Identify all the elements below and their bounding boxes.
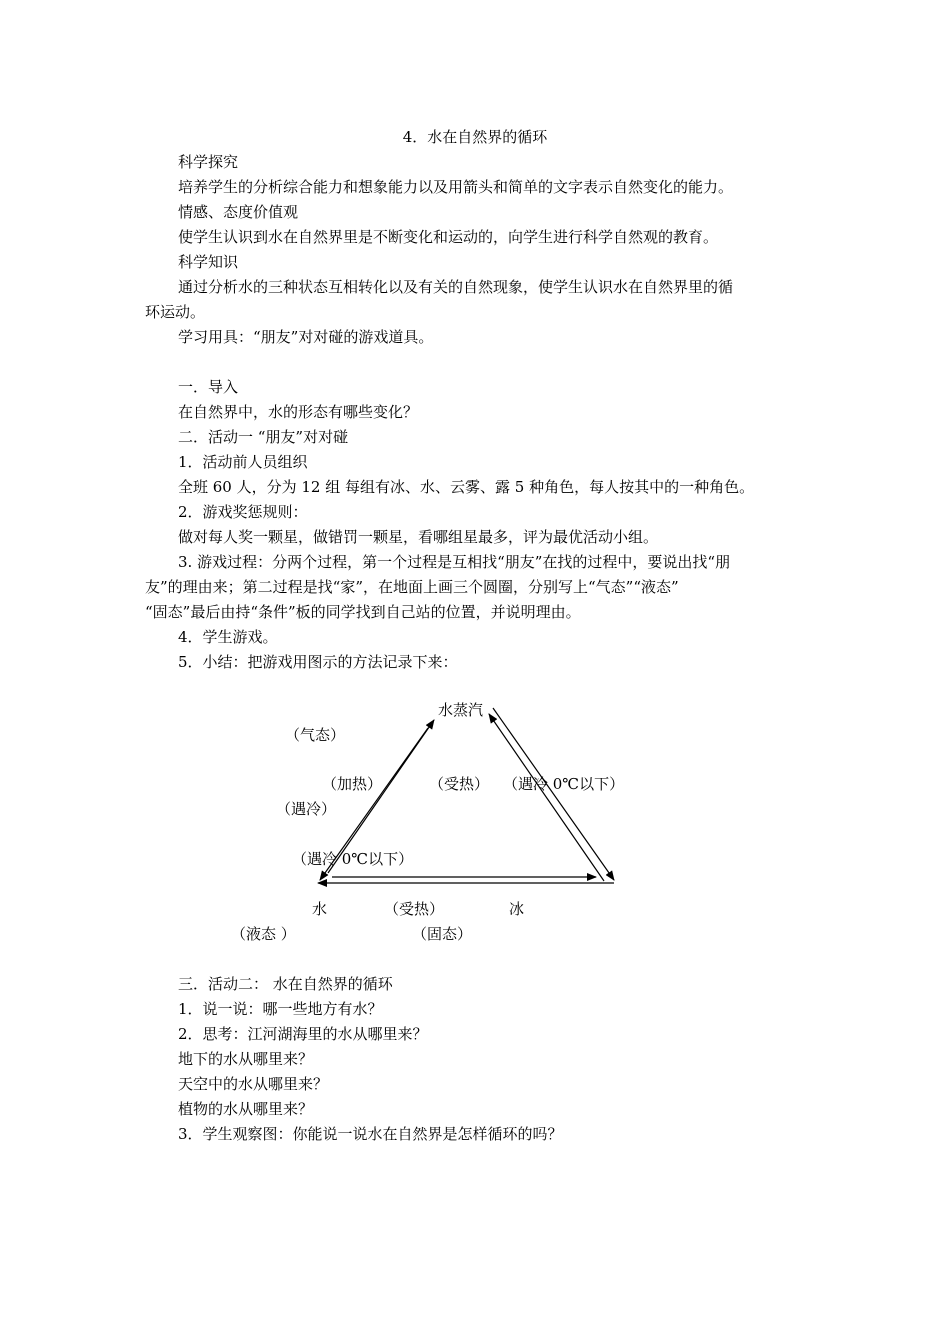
label-cooling: （遇冷） — [276, 800, 337, 818]
label-below-zero-right: （遇冷 0℃以下） — [503, 775, 625, 793]
section2-item3-line2: 友”的理由来；第二过程是找“家”，在地面上画三个圆圈，分别写上“气态”“液态” — [145, 578, 679, 596]
label-water: 水 — [312, 900, 328, 918]
page-title: 4．水在自然界的循环 — [402, 128, 548, 146]
section3-item3: 3．学生观察图：你能说一说水在自然界是怎样循环的吗？ — [178, 1125, 563, 1143]
section2-item4: 4．学生游戏。 — [178, 628, 278, 646]
section1-question: 在自然界中，水的形态有哪些变化？ — [178, 403, 419, 421]
knowledge-heading: 科学知识 — [178, 253, 239, 271]
section3-question-plants: 植物的水从哪里来？ — [178, 1100, 314, 1118]
label-solid-state: （固态） — [412, 925, 473, 943]
section2-item1-text: 全班 60 人，分为 12 组 每组有冰、水、云雾、露 5 种角色，每人按其中的一种角色。 — [178, 478, 755, 496]
label-below-zero-left: （遇冷 0℃以下） — [292, 850, 414, 868]
section2-item1: 1．活动前人员组织 — [178, 453, 308, 471]
section1-heading: 一．导入 — [178, 378, 239, 396]
section2-item3-line3: “固态”最后由持“条件”板的同学找到自己站的位置，并说明理由。 — [145, 603, 581, 621]
learning-tools: 学习用具：“朋友”对对碰的游戏道具。 — [178, 328, 434, 346]
section3-item2: 2．思考：江河湖海里的水从哪里来？ — [178, 1025, 428, 1043]
section2-item2: 2．游戏奖惩规则： — [178, 503, 308, 521]
section3-question-sky: 天空中的水从哪里来？ — [178, 1075, 329, 1093]
section2-heading: 二．活动一 “朋友”对对碰 — [178, 428, 349, 446]
label-ice: 冰 — [509, 900, 525, 918]
section3-item1: 1．说一说：哪一些地方有水？ — [178, 1000, 383, 1018]
label-water-vapor: 水蒸汽 — [438, 701, 484, 719]
label-gas-state: （气态） — [285, 726, 346, 744]
science-inquiry-text: 培养学生的分析综合能力和想象能力以及用箭头和简单的文字表示自然变化的能力。 — [178, 178, 734, 196]
arrow-vapor-to-ice — [493, 708, 614, 880]
section2-item3-line1: 3. 游戏过程：分两个过程，第一个过程是互相找“朋友”在找的过程中，要说出找“朋 — [178, 553, 731, 571]
section3-heading: 三．活动二： 水在自然界的循环 — [178, 975, 393, 993]
knowledge-text-line1: 通过分析水的三种状态互相转化以及有关的自然现象，使学生认识水在自然界里的循 — [178, 278, 734, 296]
section2-item5: 5．小结：把游戏用图示的方法记录下来： — [178, 653, 458, 671]
section3-question-underground: 地下的水从哪里来？ — [178, 1050, 314, 1068]
arrow-ice-to-vapor — [489, 714, 604, 881]
science-inquiry-heading: 科学探究 — [178, 153, 239, 171]
label-heated-center: （受热） — [429, 775, 490, 793]
label-heating: （加热） — [322, 775, 383, 793]
attitude-text: 使学生认识到水在自然界里是不断变化和运动的，向学生进行科学自然观的教育。 — [178, 228, 719, 246]
label-heated-bottom: （受热） — [384, 900, 445, 918]
section2-item2-text: 做对每人奖一颗星，做错罚一颗星，看哪组星最多，评为最优活动小组。 — [178, 528, 659, 546]
attitude-heading: 情感、态度价值观 — [178, 203, 299, 221]
knowledge-text-line2: 环运动。 — [145, 303, 206, 321]
label-liquid-state: （液态 ） — [231, 925, 296, 943]
